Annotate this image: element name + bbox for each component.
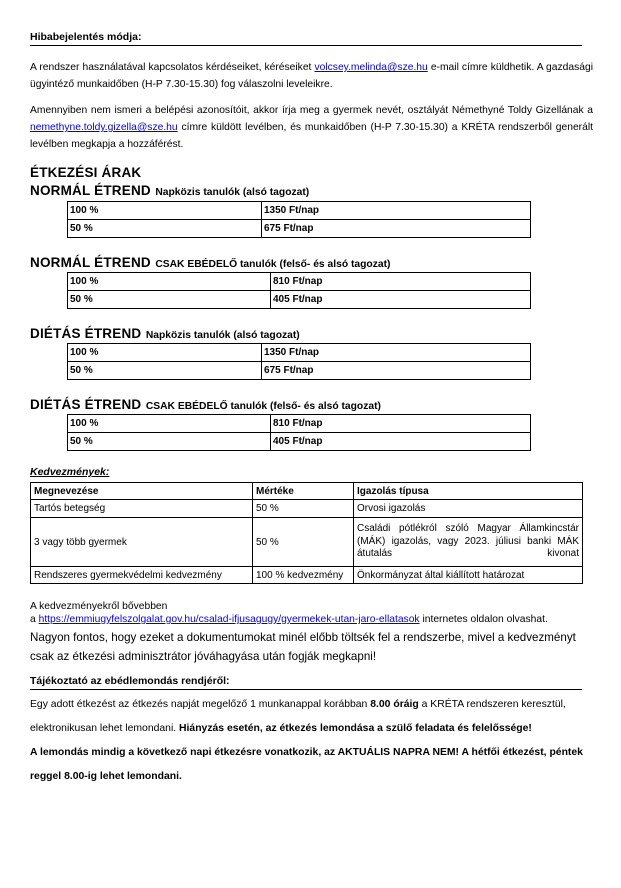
kedvezmeny-name: 3 vagy több gyermek — [31, 518, 253, 567]
price-pct: 100 % — [68, 202, 262, 220]
price-table — [67, 272, 531, 309]
table-row — [31, 500, 583, 518]
table-row — [68, 415, 531, 433]
table-row — [68, 362, 531, 380]
price-table — [67, 343, 531, 380]
column-header: Megnevezése — [31, 483, 253, 500]
price-group-main: DIÉTÁS ÉTREND — [30, 397, 142, 412]
table-row — [68, 202, 531, 220]
column-header: Mértéke — [253, 483, 354, 500]
price-group-sub: CSAK EBÉDELŐ tanulók (felső- és alsó tagozat) — [155, 259, 391, 270]
p2-text-after: címre küldött levélben, és munkaidőben (H-P 7.30-15.30) a KRÉTA rendszerből generált levélben megkapja a hozzáférést. — [30, 122, 593, 150]
email-link-nemethyne[interactable]: nemethyne.toldy.gizella@sze.hu — [30, 122, 178, 133]
lemondas-heading: Tájékoztató az ebédlemondás rendjéről: — [30, 675, 582, 690]
kedvezmeny-proof: Önkormányzat által kiállított határozat — [354, 567, 583, 584]
price-pct: 50 % — [68, 220, 262, 238]
table-row — [31, 567, 583, 584]
kedvezmenyek-important-note: Nagyon fontos, hogy ezeket a dokumentumokat minél előbb töltsék fel a rendszerbe, mivel a kedvezményt csak az étkezési adminisztrátor jóváhagyása után fogják megkapni! — [30, 631, 576, 663]
column-header: Igazolás típusa — [354, 483, 583, 500]
kedvezmeny-proof: Orvosi igazolás — [354, 500, 583, 518]
kedvezmenyek-more-line1: A kedvezményekről bővebben — [30, 601, 168, 612]
price-value: 810 Ft/nap — [271, 273, 531, 291]
price-value: 405 Ft/nap — [271, 433, 531, 451]
hibabejelentes-paragraph-2 — [30, 102, 593, 153]
table-header-row — [31, 483, 583, 500]
price-group-sub: Napközis tanulók (alsó tagozat) — [145, 330, 300, 341]
lemondas-responsibility: Hiányzás esetén, az étkezés lemondása a szülő feladata és felelőssége! — [179, 723, 532, 734]
p1-text-before: A rendszer használatával kapcsolatos kérdéseiket, kéréseiket — [30, 62, 315, 73]
table-row — [68, 344, 531, 362]
price-pct: 100 % — [68, 344, 262, 362]
kedvezmenyek-table — [30, 482, 583, 584]
price-value: 675 Ft/nap — [262, 220, 531, 238]
kedvezmeny-proof: Családi pótlékról szóló Magyar Államkincstár (MÁK) igazolás, vagy 2023. júliusi banki MÁK átutalás kivonat — [354, 518, 583, 567]
price-pct: 50 % — [68, 433, 271, 451]
email-link-volcsey[interactable]: volcsey.melinda@sze.hu — [314, 62, 428, 73]
kedvezmeny-name: Tartós betegség — [31, 500, 253, 518]
price-value: 1350 Ft/nap — [262, 202, 531, 220]
more-suffix: internetes oldalon olvashat. — [419, 614, 548, 625]
kedvezmenyek-more-line2 — [30, 613, 548, 627]
emmi-link[interactable]: https://emmiugyfelszolgalat.gov.hu/csalad-ifjusagugy/gyermekek-utan-jaro-ellatasok — [38, 614, 420, 625]
price-group-heading — [30, 255, 390, 273]
p2-text-before: Amennyiben nem ismeri a belépési azonosítóit, akkor írja meg a gyermek nevét, osztályát Némethyné Toldy Gizellának a — [30, 105, 593, 116]
price-group-heading — [30, 397, 381, 415]
price-value: 405 Ft/nap — [271, 291, 531, 309]
table-row — [31, 518, 583, 567]
kedvezmeny-name: Rendszeres gyermekvédelmi kedvezmény — [31, 567, 253, 584]
table-row — [68, 291, 531, 309]
lemondas-text-c: a KRÉTA rendszeren keresztül, elektronikusan lehet lemondani. — [30, 699, 566, 734]
etkezesi-arak-title: ÉTKEZÉSI ÁRAK — [30, 165, 142, 180]
lemondas-deadline: 8.00 óráig — [370, 699, 419, 710]
table-row — [68, 433, 531, 451]
price-value: 1350 Ft/nap — [262, 344, 531, 362]
more-prefix: a — [30, 614, 39, 625]
p1-text-after: e-mail címre küldhetik. A gazdasági ügyintéző munkaidőben (H-P 7.30-15.30) fog válaszolni leveleikre. — [30, 62, 593, 90]
price-group-sub: CSAK EBÉDELŐ tanulók (felső- és alsó tagozat) — [145, 401, 381, 412]
price-pct: 100 % — [68, 273, 271, 291]
price-group-main: DIÉTÁS ÉTREND — [30, 326, 142, 341]
kedvezmeny-rate: 50 % — [253, 518, 354, 567]
table-row — [68, 273, 531, 291]
price-group-sub: Napközis tanulók (alsó tagozat) — [155, 187, 310, 198]
price-pct: 50 % — [68, 291, 271, 309]
table-row — [68, 220, 531, 238]
lemondas-text-a: Egy adott étkezést az étkezés napját megelőző 1 munkanappal korábban — [30, 699, 371, 710]
lemondas-paragraph-1 — [30, 693, 600, 741]
price-value: 675 Ft/nap — [262, 362, 531, 380]
kedvezmeny-rate: 100 % kedvezmény — [253, 567, 354, 584]
hibabejelentes-paragraph-1 — [30, 59, 593, 93]
price-pct: 50 % — [68, 362, 262, 380]
price-group-heading — [30, 183, 309, 201]
price-group-main: NORMÁL ÉTREND — [30, 183, 151, 198]
kedvezmenyek-heading: Kedvezmények: — [30, 466, 110, 478]
price-group-heading — [30, 326, 300, 344]
price-group-main: NORMÁL ÉTREND — [30, 255, 151, 270]
hibabejelentes-heading: Hibabejelentés módja: — [30, 31, 582, 46]
kedvezmeny-rate: 50 % — [253, 500, 354, 518]
price-table — [67, 414, 531, 451]
price-pct: 100 % — [68, 415, 271, 433]
lemondas-paragraph-2: A lemondás mindig a következő napi étkezésre vonatkozik, az AKTUÁLIS NAPRA NEM! A hétfői étkezést, péntek reggel 8.00-ig lehet lemondani. — [30, 747, 583, 782]
price-table — [67, 201, 531, 238]
price-value: 810 Ft/nap — [271, 415, 531, 433]
